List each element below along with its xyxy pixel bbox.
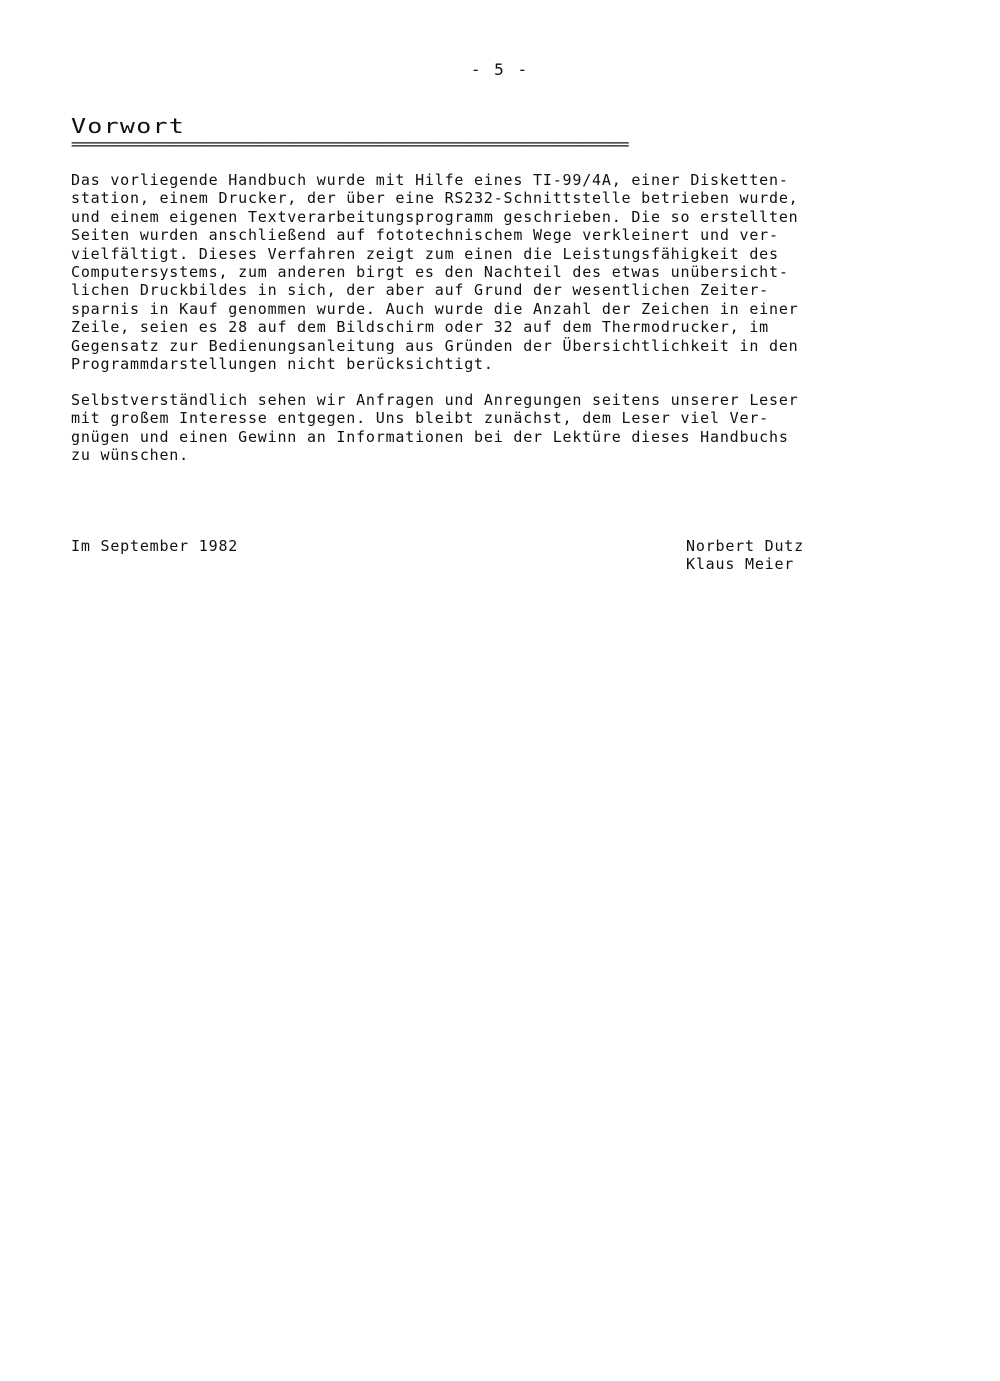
paragraph-line: Computersystems, zum anderen birgt es den Nachteil des etwas unübersicht- <box>71 263 789 282</box>
date-line: Im September 1982 <box>71 537 239 555</box>
heading-underline-rule: ========================================================================= <box>71 137 629 151</box>
author-signature-block <box>686 537 804 574</box>
paragraph-line: Gegensatz zur Bedienungsanleitung aus Gründen der Übersichtlichkeit in den <box>71 336 799 355</box>
paragraph-line: zu wünschen. <box>71 446 189 465</box>
paragraph-line: mit großem Interesse entgegen. Uns bleibt zunächst, dem Leser viel Ver- <box>71 409 769 428</box>
paragraph-line: Das vorliegende Handbuch wurde mit Hilfe eines TI-99/4A, einer Disketten- <box>71 171 789 189</box>
paragraph-line: vielfältigt. Dieses Verfahren zeigt zum einen die Leistungsfähigkeit des <box>71 244 779 263</box>
paragraph-line: gnügen und einen Gewinn an Informationen bei der Lektüre dieses Handbuchs <box>71 427 789 446</box>
paragraph-intro <box>71 171 911 373</box>
paragraph-line: Programmdarstellungen nicht berücksichtigt. <box>71 355 494 374</box>
paragraph-line: station, einem Drucker, der über eine RS232-Schnittstelle betrieben wurde, <box>71 189 799 208</box>
author-name: Klaus Meier <box>686 555 795 574</box>
paragraph-line: und einem eigenen Textverarbeitungsprogramm geschrieben. Die so erstellten <box>71 207 799 226</box>
section-heading: Vorwort <box>71 114 186 138</box>
paragraph-line: Seiten wurden anschließend auf fototechnischem Wege verkleinert und ver- <box>71 226 779 245</box>
author-name: Norbert Dutz <box>686 537 804 555</box>
paragraph-line: lichen Druckbildes in sich, der aber auf Grund der wesentlichen Zeiter- <box>71 281 769 300</box>
paragraph-closing <box>71 391 911 465</box>
page-number: - 5 - <box>470 60 530 79</box>
paragraph-line: Zeile, seien es 28 auf dem Bildschirm oder 32 auf dem Thermodrucker, im <box>71 318 769 337</box>
paragraph-line: Selbstverständlich sehen wir Anfragen und Anregungen seitens unserer Leser <box>71 391 799 409</box>
paragraph-line: sparnis in Kauf genommen wurde. Auch wurde die Anzahl der Zeichen in einer <box>71 299 799 318</box>
